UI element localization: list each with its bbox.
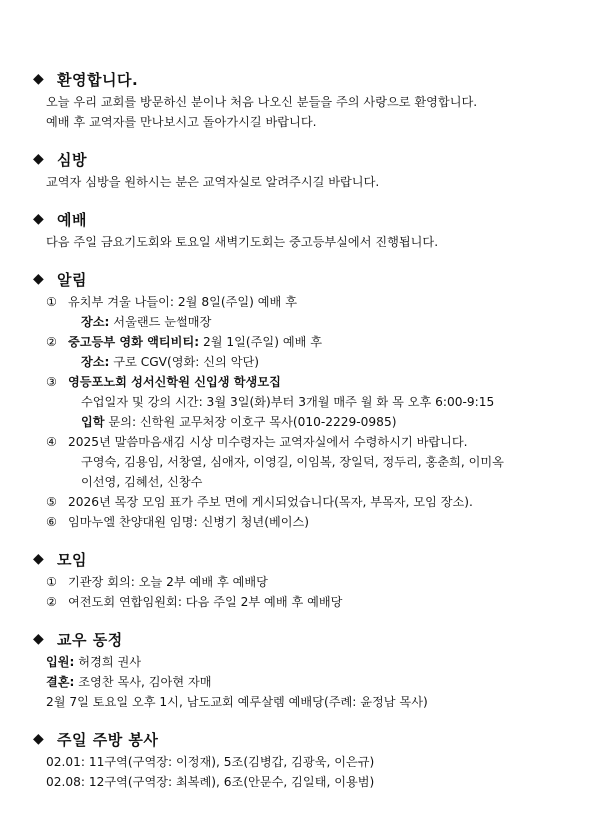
meeting-item-1-text: 기관장 회의: 오늘 2부 예배 후 예배당 [68, 575, 268, 589]
meeting-section [33, 546, 570, 612]
news-value: 2월 7일 토요일 오후 1시, 남도교회 예루살렘 예배당(주례: 윤정남 목사) [46, 695, 428, 709]
diamond-bullet-icon: ◆ [33, 631, 45, 647]
news-line-2 [33, 672, 570, 692]
notice-section [33, 266, 570, 532]
notice-item-1 [33, 292, 570, 312]
diamond-bullet-icon: ◆ [33, 271, 45, 287]
notice-item-4-names-1: 구영숙, 김용임, 서창열, 심애자, 이영길, 이임복, 장일덕, 정두리, 홍춘희, 이미옥 [81, 455, 504, 469]
place-label: 장소: [81, 315, 110, 329]
worship-title: 예배 [57, 210, 87, 229]
meeting-item-2-text: 여전도회 연합임원회: 다음 주일 2부 예배 후 예배당 [68, 595, 343, 609]
notice-item-5 [33, 492, 570, 512]
contact-value: 문의: 신학원 교무처장 이호구 목사(010-2229-0985) [104, 415, 397, 429]
notice-item-5-text: 2026년 목장 모임 표가 주보 면에 게시되었습니다(목자, 부목자, 모임 장소). [68, 495, 473, 509]
diamond-bullet-icon: ◆ [33, 731, 45, 747]
notice-title: 알림 [57, 270, 87, 289]
kitchen-heading [33, 726, 570, 752]
news-title: 교우 동정 [57, 630, 123, 649]
notice-item-1-text: 유치부 겨울 나들이: 2월 8일(주일) 예배 후 [68, 295, 297, 309]
place-label: 장소: [81, 355, 110, 369]
place-value: 서울랜드 눈썰매장 [109, 315, 212, 329]
item-number: ⑥ [46, 515, 57, 529]
notice-heading [33, 266, 570, 292]
item-number: ④ [46, 435, 57, 449]
meeting-title: 모임 [57, 550, 87, 569]
notice-item-3 [33, 372, 570, 392]
kitchen-title: 주일 주방 봉사 [57, 730, 159, 749]
notice-item-2 [33, 332, 570, 352]
notice-item-4-names-2: 이선영, 김혜선, 신창수 [81, 475, 203, 489]
meeting-item-1 [33, 572, 570, 592]
news-value: 허경희 권사 [74, 655, 142, 669]
notice-item-3-contact [33, 412, 570, 432]
diamond-bullet-icon: ◆ [33, 151, 45, 167]
notice-item-2-text: 2월 1일(주일) 예배 후 [199, 335, 323, 349]
visit-title: 심방 [57, 150, 87, 169]
kitchen-line-2: 02.08: 12구역(구역장: 최복례), 6조(안문수, 김일태, 이용범) [46, 775, 375, 789]
news-label: 입원: [46, 655, 75, 669]
news-line-1 [33, 652, 570, 672]
item-number: ⑤ [46, 495, 57, 509]
welcome-line-1: 오늘 우리 교회를 방문하신 분이나 처음 나오신 분들을 주의 사랑으로 환영합니다. [46, 95, 478, 109]
notice-item-1-place [33, 312, 570, 332]
diamond-bullet-icon: ◆ [33, 551, 45, 567]
news-section [33, 626, 570, 712]
welcome-title: 환영합니다. [57, 70, 139, 89]
diamond-bullet-icon: ◆ [33, 71, 45, 87]
visit-line-1: 교역자 심방을 원하시는 분은 교역자실로 알려주시길 바랍니다. [46, 175, 380, 189]
place-value: 구로 CGV(영화: 신의 악단) [109, 355, 260, 369]
item-number: ② [46, 335, 57, 349]
meeting-heading [33, 546, 570, 572]
notice-item-6 [33, 512, 570, 532]
contact-label: 입학 [81, 415, 105, 429]
welcome-heading [33, 66, 570, 92]
welcome-section [33, 66, 570, 132]
kitchen-line-1: 02.01: 11구역(구역장: 이정재), 5조(김병갑, 김광욱, 이은규) [46, 755, 375, 769]
visit-heading [33, 146, 570, 172]
notice-item-3-schedule: 수업일자 및 강의 시간: 3월 3일(화)부터 3개월 매주 월 화 목 오후 6:00-9:15 [81, 395, 495, 409]
notice-item-4-text: 2025년 말씀마음새김 시상 미수령자는 교역자실에서 수령하시기 바랍니다. [68, 435, 468, 449]
notice-item-6-text: 임마누엘 찬양대원 임명: 신병기 청년(베이스) [68, 515, 310, 529]
item-number: ① [46, 575, 57, 589]
news-value: 조영찬 목사, 김아현 자매 [74, 675, 212, 689]
welcome-line-2: 예배 후 교역자를 만나보시고 돌아가시길 바랍니다. [46, 115, 317, 129]
worship-section [33, 206, 570, 252]
item-number: ② [46, 595, 57, 609]
news-label: 결혼: [46, 675, 75, 689]
notice-item-2-title: 중고등부 영화 액티비티: [68, 335, 200, 349]
item-number: ③ [46, 375, 57, 389]
kitchen-section [33, 726, 570, 792]
news-line-3 [33, 692, 570, 712]
diamond-bullet-icon: ◆ [33, 211, 45, 227]
notice-item-2-place [33, 352, 570, 372]
notice-item-4 [33, 432, 570, 452]
news-heading [33, 626, 570, 652]
worship-heading [33, 206, 570, 232]
notice-item-3-text: 영등포노회 성서신학원 신입생 학생모집 [68, 375, 281, 389]
meeting-item-2 [33, 592, 570, 612]
visit-section [33, 146, 570, 192]
worship-line-1: 다음 주일 금요기도회와 토요일 새벽기도회는 중고등부실에서 진행됩니다. [46, 235, 439, 249]
item-number: ① [46, 295, 57, 309]
